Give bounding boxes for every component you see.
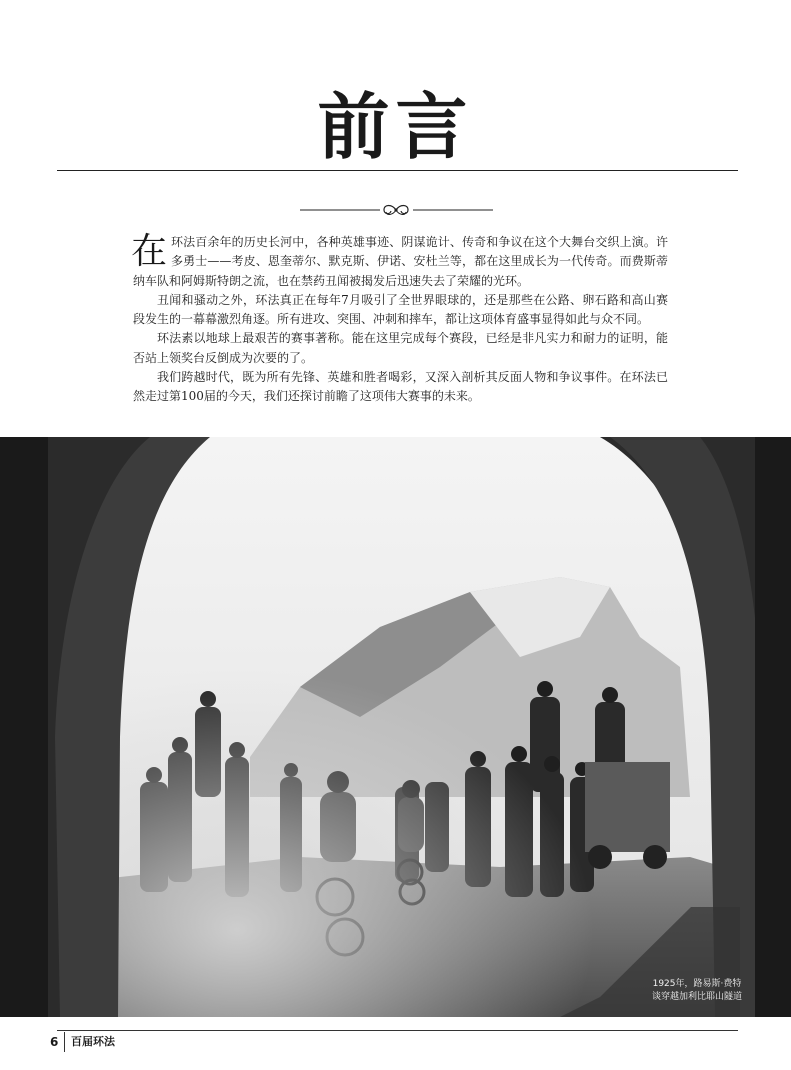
paragraph-3: 环法素以地球上最艰苦的赛事著称。能在这里完成每个赛段，已经是非凡实力和耐力的证明，能否站上领奖台反倒成为次要的了。 [133, 331, 668, 365]
footer-divider [64, 1032, 65, 1052]
drop-cap: 在 [131, 231, 168, 272]
page-title: 前言 [317, 84, 474, 169]
paragraph-4: 我们跨越时代，既为所有先锋、英雄和胜者喝彩，又深入剖析其反面人物和争议事件。在环法已然走过第100届的今天，我们还探讨前瞻了这项伟大赛事的未来。 [133, 370, 668, 404]
tunnel-photo [0, 437, 791, 1017]
running-title: 百届环法 [71, 1035, 115, 1048]
ornament-divider [300, 200, 493, 220]
paragraph-1 [133, 233, 668, 291]
photo-caption [647, 978, 747, 1004]
footer-rule [57, 1030, 738, 1031]
paragraph-1-text: 环法百余年的历史长河中，各种英雄事迹、阴谋诡计、传奇和争议在这个大舞台交织上演。许多勇士——考皮、恩奎蒂尔、默克斯、伊诺、安杜兰等，都在这里成长为一代传奇。而费斯蒂纳车队和阿姆斯特朗之流，也在禁药丑闻被揭发后迅速失去了荣耀的光环。 [133, 235, 668, 288]
preface-body [133, 233, 668, 407]
page-number: 6 [50, 1035, 59, 1049]
caption-line-2: 谈穿越加利比耶山隧道 [651, 992, 742, 1002]
paragraph-2: 丑闻和骚动之外，环法真正在每年7月吸引了全世界眼球的，还是那些在公路、卵石路和高山赛段发生的一幕幕激烈角逐。所有进攻、突围、冲刺和摔车，都让这项体育盛事显得如此与众不同。 [133, 292, 668, 327]
caption-line-1: 1925年，路易斯·费特 [652, 979, 742, 989]
title-rule [57, 170, 738, 171]
